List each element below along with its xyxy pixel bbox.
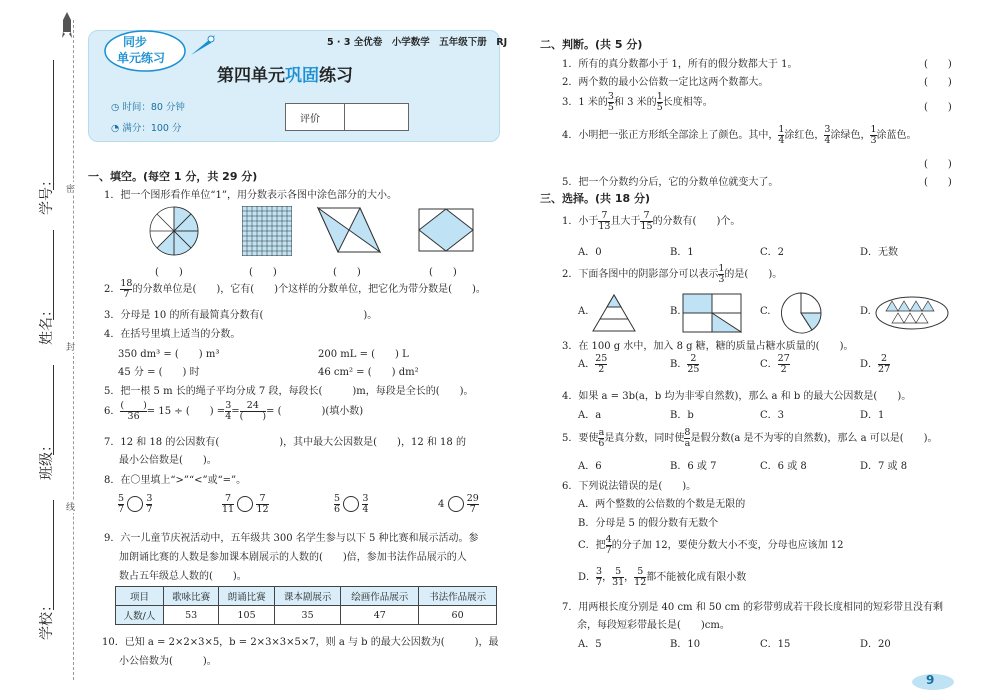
fig3-blank[interactable]: ( ) <box>333 267 361 278</box>
s1-q4a[interactable]: 350 dm³ = ( ) m³ <box>118 349 220 360</box>
s1-q10-line1: 10．已知 a = 2×2×3×5，b = 2×3×3×5×7，则 a 与 b 的最大公因数为( )，最 <box>102 637 499 648</box>
fig-ellipse-triangles <box>874 295 950 334</box>
q4-text-c: 涂绿色， <box>830 129 871 141</box>
fraction <box>612 567 624 588</box>
option-d[interactable]: D．1 <box>860 410 885 421</box>
table-cell: 53 <box>163 606 218 625</box>
s3-q4: 4．如果 a = 3b(a，b 均为非零自然数)，那么 a 和 b 的最大公因数是( )。 <box>562 391 912 402</box>
q6-text-b: = 15 ÷ ( ) = <box>146 405 226 417</box>
denominator: 7 <box>123 288 130 300</box>
denominator: 4 <box>362 503 369 515</box>
s2-q4-answer[interactable]: ( ) <box>924 159 952 170</box>
denominator: 36 <box>127 410 140 422</box>
s3-q6: 6．下列说法错误的是( )。 <box>562 481 697 492</box>
fig-grid <box>242 206 292 259</box>
option-c[interactable]: C．6 或 8 <box>760 461 807 472</box>
option-text-a: C．把 <box>578 539 606 551</box>
fraction <box>595 354 607 375</box>
table-cell: 人数/人 <box>116 606 164 625</box>
numerator: 2 <box>687 354 699 365</box>
title-part-c: 练习 <box>319 66 353 86</box>
s1-q7-line1: 7．12 和 18 的公因数有( )，其中最大公因数是( )，12 和 18 的 <box>104 437 466 448</box>
denominator: 3 <box>718 273 725 285</box>
s2-q1: 1．所有的真分数都小于 1，所有的假分数都大于 1。 <box>562 59 798 70</box>
q5-text-b: 是真分数，同时使 <box>604 432 685 444</box>
fraction <box>146 494 152 515</box>
numerator: 3 <box>146 493 153 504</box>
compare-circle[interactable] <box>448 496 464 512</box>
option-a[interactable]: A．两个整数的公倍数的个数是无限的 <box>578 499 746 510</box>
denominator: 5 <box>656 101 663 113</box>
fraction <box>120 279 132 300</box>
q3-text-c: 长度相等。 <box>662 96 713 108</box>
option-a[interactable]: A．5 <box>578 639 602 650</box>
numerator: 3 <box>824 124 831 135</box>
whole-number: 4 <box>438 498 445 510</box>
s1-q4c[interactable]: 45 分 = ( ) 时 <box>118 367 200 378</box>
s1-q8-item3 <box>334 494 368 515</box>
s1-q8-item1 <box>118 494 152 515</box>
fraction <box>687 354 699 375</box>
table-header-row <box>116 587 497 606</box>
badge-line1: 同步 <box>123 35 148 49</box>
denominator: 2 <box>780 363 787 375</box>
numerator: 7 <box>640 211 652 222</box>
option-c[interactable]: C．3 <box>760 410 785 421</box>
fig-rhombus <box>418 208 474 255</box>
activity-table <box>115 586 497 625</box>
s2-q2-answer[interactable]: ( ) <box>924 77 952 88</box>
s1-q9-line3: 数占五年级总人数的( )。 <box>119 571 247 582</box>
table-cell: 35 <box>274 606 341 625</box>
compare-circle[interactable] <box>127 496 143 512</box>
s1-q1: 1．把一个图形看作单位“1”，用分数表示各图中涂色部分的大小。 <box>104 190 397 201</box>
q1-text-b: 且大于 <box>610 215 641 227</box>
time-text: 时间：80 分钟 <box>122 102 185 113</box>
s1-q4d[interactable]: 46 cm² = ( ) dm² <box>318 367 419 378</box>
denominator: 31 <box>612 576 625 588</box>
table-cell: 书法作品展示 <box>419 587 497 606</box>
eval-label: 评价 <box>300 114 320 125</box>
option-d[interactable] <box>860 354 890 375</box>
class-line <box>53 365 54 455</box>
s1-q8-item4 <box>438 494 479 515</box>
table-cell: 项目 <box>116 587 164 606</box>
q3-text-a: 3．1 米的 <box>562 96 608 108</box>
table-cell: 歌咏比赛 <box>163 587 218 606</box>
option-d[interactable]: D．无数 <box>860 247 899 258</box>
fig-circle <box>148 205 200 260</box>
denominator: 15 <box>640 220 653 232</box>
table-cell: 课本剧展示 <box>274 587 341 606</box>
numerator: 1 <box>656 91 663 102</box>
denominator: 27 <box>878 363 891 375</box>
s3-q2 <box>562 264 782 285</box>
s3-q3: 3．在 100 g 水中，加入 8 g 糖，糖的质量占糖水质量的( )。 <box>562 341 854 352</box>
clock-icon: ◷ <box>111 102 123 113</box>
fig-circle-sectors <box>772 292 830 337</box>
title-part-b: 巩固 <box>285 66 319 86</box>
fig-rectangle <box>682 293 742 336</box>
numerator: 3 <box>362 493 369 504</box>
denominator: 5 <box>607 101 614 113</box>
binding-strip <box>0 0 80 692</box>
s3-q1 <box>562 211 740 232</box>
option-d[interactable]: D．7 或 8 <box>860 461 908 472</box>
s2-q5-answer[interactable]: ( ) <box>924 177 952 188</box>
q4-text-b: 涂红色， <box>784 129 825 141</box>
fraction <box>640 211 652 232</box>
option-c[interactable]: C．15 <box>760 639 791 650</box>
score-info <box>111 120 181 134</box>
school-line <box>53 500 54 610</box>
option-a[interactable]: A．a <box>578 410 602 421</box>
badge-line2: 单元练习 <box>117 51 166 65</box>
denominator: 2 <box>598 363 605 375</box>
denominator: 3 <box>870 134 877 146</box>
option-a[interactable]: A．6 <box>578 461 602 472</box>
fraction <box>222 494 234 515</box>
fraction <box>240 401 266 422</box>
name-line <box>53 230 54 320</box>
s2-q3-answer[interactable]: ( ) <box>924 102 952 113</box>
s1-q9-line1: 9．六一儿童节庆祝活动中，五年级共 300 名学生参与以下 5 种比赛和展示活动。参 <box>104 533 479 544</box>
rocket-icon <box>62 12 72 38</box>
student-number-label: 学号： <box>39 173 55 215</box>
denominator: 12 <box>256 503 269 515</box>
s2-q3 <box>562 92 713 113</box>
denominator: 7 <box>118 503 125 515</box>
fraction <box>256 494 268 515</box>
denominator: 4 <box>824 134 831 146</box>
numerator: 24 <box>240 401 266 412</box>
option-b[interactable]: B．分母是 5 的假分数有无数个 <box>578 518 719 529</box>
denominator: 13 <box>598 220 611 232</box>
option-b[interactable]: B．b <box>670 410 694 421</box>
q8-text: 8．在〇里填上“>”“<”或“=”。 <box>104 475 247 486</box>
class-label: 班级： <box>39 438 55 480</box>
denominator: 7 <box>596 576 603 588</box>
option-d[interactable]: D. <box>860 306 871 317</box>
option-c[interactable] <box>578 535 844 556</box>
fig-parallelogram <box>316 206 382 257</box>
fraction <box>120 401 146 422</box>
compare-circle[interactable] <box>237 496 253 512</box>
numerator: 3 <box>596 566 603 577</box>
denominator: 25 <box>687 363 700 375</box>
student-number-line <box>53 60 54 190</box>
numerator[interactable]: ( ) <box>120 400 147 411</box>
option-b[interactable]: B．6 或 7 <box>670 461 717 472</box>
check-icon: ◔ <box>111 123 123 134</box>
score-text: 满分：100 分 <box>122 123 182 134</box>
option-text-b: 都不能被化成有限小数 <box>646 571 747 583</box>
option-d[interactable]: D． $\frac{3}{7}$ ， $\frac{5}{31}$ ， $\frac{5}{12}$ 都不能被化成有限小数 <box>578 566 747 588</box>
q5-text-a: 5．要使 <box>562 432 599 444</box>
fraction <box>596 567 602 588</box>
table-cell: 朗诵比赛 <box>219 587 274 606</box>
table-cell: 47 <box>341 606 419 625</box>
name-label: 姓名： <box>39 303 55 345</box>
option-letter: C． <box>760 358 778 370</box>
option-letter: B． <box>670 358 688 370</box>
option-d[interactable]: D．20 <box>860 639 891 650</box>
eval-box <box>285 103 409 131</box>
numerator: 5 <box>612 567 624 578</box>
denominator: 7 <box>469 503 476 515</box>
s1-q8 <box>104 471 246 486</box>
option-a[interactable] <box>578 354 607 375</box>
s3-q7-line2: 余，每段短彩带最长是( )cm。 <box>577 620 730 631</box>
q1-text-a: 1．小于 <box>562 215 599 227</box>
seal-mark-xian: 线 <box>66 500 75 513</box>
option-b[interactable]: B. <box>670 306 681 317</box>
time-info <box>111 99 185 113</box>
q3-text-b: 和 3 米的 <box>613 96 657 108</box>
s2-q1-answer[interactable]: ( ) <box>924 59 952 70</box>
section2-title: 二、判断。(共 5 分) <box>540 38 643 51</box>
numerator: 29 <box>466 493 479 504</box>
q4-text-a: 4．小明把一张正方形纸全部涂上了颜色。其中， <box>562 129 779 141</box>
q6-text-d: = ( )(填小数) <box>266 405 364 417</box>
section3-title: 三、选择。(共 18 分) <box>540 192 651 205</box>
series-label: 5 · 3 全优卷 小学数学 五年级下册 RJ <box>327 37 508 48</box>
table-row <box>116 606 497 625</box>
option-letter: A． <box>578 358 596 370</box>
numerator: 4 <box>605 534 612 545</box>
s2-q2: 2．两个数的最小公倍数一定比这两个数都大。 <box>562 77 769 88</box>
q6-label: 6． <box>104 405 121 417</box>
option-a[interactable]: A. <box>578 306 589 317</box>
q2-text-b: 的是( )。 <box>724 268 783 280</box>
fig2-blank[interactable]: ( ) <box>249 267 277 278</box>
numerator: 1 <box>718 263 725 274</box>
page-number-badge <box>910 672 956 690</box>
numerator: 25 <box>595 353 608 364</box>
denominator[interactable]: ( ) <box>239 410 267 422</box>
fraction <box>118 494 124 515</box>
compare-circle[interactable] <box>343 496 359 512</box>
s1-q5: 5．把一根 5 m 长的绳子平均分成 7 段，每段长( )m，每段是全长的( )。 <box>104 386 474 397</box>
s1-q10-line2: 小公倍数为( )。 <box>119 656 217 667</box>
page-number: 9 <box>926 673 935 687</box>
q1-text-c: 的分数有( )个。 <box>652 215 741 227</box>
numerator: 5 <box>334 493 341 504</box>
school-label: 学校： <box>39 598 55 640</box>
s3-q7-line1: 7．用两根长度分别是 40 cm 和 50 cm 的彩带剪成若干段长度相同的短彩带且没有剩 <box>562 602 944 613</box>
q4-text-d: 涂蓝色。 <box>876 129 917 141</box>
q2-num-label: 2． <box>104 283 121 295</box>
denominator: a <box>684 437 691 449</box>
fig1-blank[interactable]: ( ) <box>155 267 183 278</box>
option-text-a: D． <box>578 571 597 583</box>
s1-q9-line2: 加朗诵比赛的人数是参加课本剧展示的人数的( )倍，参加书法作品展示的人 <box>119 552 467 563</box>
page-title <box>217 61 353 86</box>
numerator: 27 <box>777 353 790 364</box>
fraction <box>634 567 646 588</box>
denominator: 6 <box>334 503 341 515</box>
option-c[interactable]: C. <box>760 306 771 317</box>
s2-q4 <box>562 125 917 146</box>
option-letter: D． <box>860 358 879 370</box>
numerator: 7 <box>256 494 268 505</box>
q5-text-c: 是假分数(a 是不为零的自然数)，那么 a 可以是( )。 <box>690 432 938 444</box>
denominator: 11 <box>222 503 235 515</box>
numerator: 5 <box>634 567 646 578</box>
s3-q5 <box>562 428 938 449</box>
option-b[interactable]: B．10 <box>670 639 701 650</box>
s1-q4b[interactable]: 200 mL = ( ) L <box>318 349 409 360</box>
fig-triangle <box>591 293 637 336</box>
option-c[interactable] <box>760 354 790 375</box>
numerator: 2 <box>878 354 890 365</box>
s1-q4: 4．在括号里填上适当的分数。 <box>104 329 241 340</box>
option-c[interactable]: C．2 <box>760 247 785 258</box>
seal-mark-mi: 密 <box>66 182 75 195</box>
option-a[interactable]: A．0 <box>578 247 602 258</box>
fraction <box>467 494 479 515</box>
fraction <box>362 494 368 515</box>
s2-q5: 5．把一个分数约分后，它的分数单位就变大了。 <box>562 177 779 188</box>
numerator: 5 <box>118 493 125 504</box>
s1-q7-line2: 最小公倍数是( )。 <box>119 455 217 466</box>
option-text-b: 的分子加 12，要使分数大小不变，分母也应该加 12 <box>611 539 844 551</box>
numerator: 8 <box>684 427 691 438</box>
option-b[interactable]: B．1 <box>670 247 694 258</box>
q2-text: 的分数单位是( )，它有( )个这样的分数单位，把它化为带分数是( )。 <box>132 283 486 295</box>
table-cell: 105 <box>219 606 274 625</box>
numerator: 18 <box>120 278 133 289</box>
denominator: 4 <box>225 410 232 422</box>
s1-q2 <box>104 279 486 300</box>
section1-title: 一、填空。(每空 1 分，共 29 分) <box>88 170 258 183</box>
numerator: 3 <box>607 91 614 102</box>
denominator: 4 <box>778 134 785 146</box>
q2-text-a: 2．下面各图中的阴影部分可以表示 <box>562 268 719 280</box>
fraction <box>878 354 890 375</box>
header-panel <box>88 30 508 142</box>
numerator: 3 <box>225 400 232 411</box>
table-cell: 绘画作品展示 <box>341 587 419 606</box>
denominator: 7 <box>605 544 612 556</box>
s1-q3: 3．分母是 10 的所有最简真分数有( )。 <box>104 310 378 321</box>
seal-mark-feng: 封 <box>66 340 75 353</box>
fraction <box>334 494 340 515</box>
option-b[interactable] <box>670 354 699 375</box>
rocket-decoration-icon <box>189 33 219 60</box>
fig4-blank[interactable]: ( ) <box>429 267 457 278</box>
numerator: 7 <box>222 494 234 505</box>
denominator: 6 <box>598 437 605 449</box>
table-cell: 60 <box>419 606 497 625</box>
numerator: 7 <box>598 211 610 222</box>
fraction <box>598 211 610 232</box>
title-part-a: 第四单元 <box>217 66 285 86</box>
fraction <box>778 354 790 375</box>
numerator: 1 <box>778 124 785 135</box>
s1-q8-item2 <box>222 494 269 515</box>
eval-divider <box>344 104 345 130</box>
denominator: 12 <box>634 576 647 588</box>
denominator: 7 <box>146 503 153 515</box>
badge <box>103 27 189 73</box>
numerator: 1 <box>870 124 877 135</box>
numerator: a <box>598 427 605 438</box>
s1-q6 <box>104 401 363 422</box>
q6-text-c: = <box>231 405 240 417</box>
